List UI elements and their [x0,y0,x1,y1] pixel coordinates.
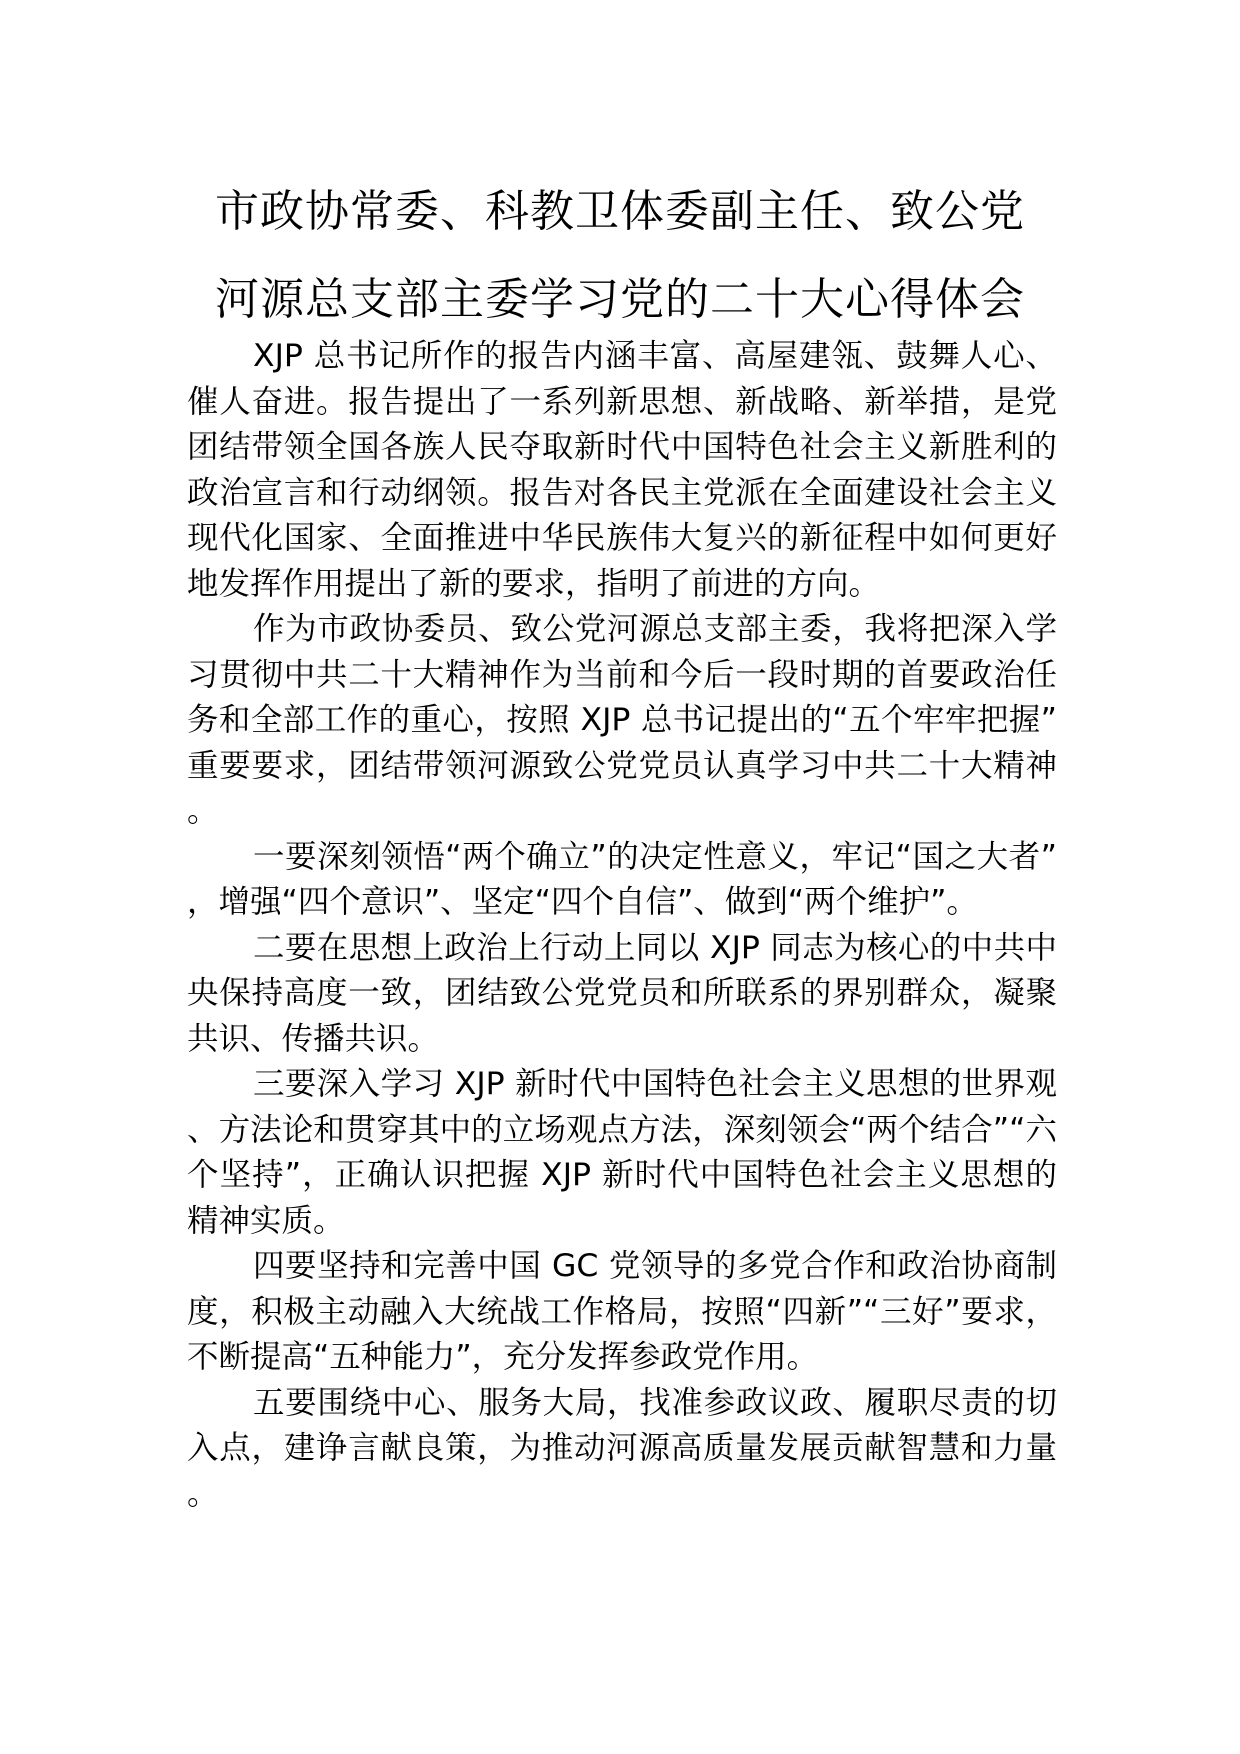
paragraph-commitment: 作为市政协委员、致公党河源总支部主委，我将把深入学习贯彻中共二十大精神作为当前和今后一段时期的首要政治任务和全部工作的重心，按照 XJP 总书记提出的“五个牢牢把握”重要要求，团结带领河源致公党党员认真学习中共二十大精神。 [187,611,1057,829]
title-line-2: 河源总支部主委学习党的二十大心得体会 [215,274,1025,325]
paragraph-point-5: 五要围绕中心、服务大局，找准参政议政、履职尽责的切入点，建诤言献良策，为推动河源高质量发展贡献智慧和力量。 [187,1384,1057,1512]
paragraph-point-2: 二要在思想上政治上行动上同以 XJP 同志为核心的中共中央保持高度一致，团结致公党党员和所联系的界别群众，凝聚共识、传播共识。 [187,929,1057,1057]
paragraph-point-1: 一要深刻领悟“两个确立”的决定性意义，牢记“国之大者”，增强“四个意识”、坚定“四个自信”、做到“两个维护”。 [187,838,1057,920]
paragraph-report-summary: XJP 总书记所作的报告内涵丰富、高屋建瓴、鼓舞人心、催人奋进。报告提出了一系列新思想、新战略、新举措，是党团结带领全国各族人民夺取新时代中国特色社会主义新胜利的政治宣言和行动纲领。报告对各民主党派在全面建设社会主义现代化国家、全面推进中华民族伟大复兴的新征程中如何更好地发挥作用提出了新的要求，指明了前进的方向。 [187,338,1057,602]
title-line-1: 市政协常委、科教卫体委副主任、致公党 [215,186,1025,237]
paragraph-point-3: 三要深入学习 XJP 新时代中国特色社会主义思想的世界观、方法论和贯穿其中的立场观点方法，深刻领会“两个结合”“六个坚持”，正确认识把握 XJP 新时代中国特色社会主义思想的精神实质。 [187,1066,1057,1239]
document-title [180,168,1060,344]
paragraph-point-4: 四要坚持和完善中国 GC 党领导的多党合作和政治协商制度，积极主动融入大统战工作格局，按照“四新”“三好”要求，不断提高“五种能力”，充分发挥参政党作用。 [187,1248,1057,1375]
document-body [187,334,1057,1517]
